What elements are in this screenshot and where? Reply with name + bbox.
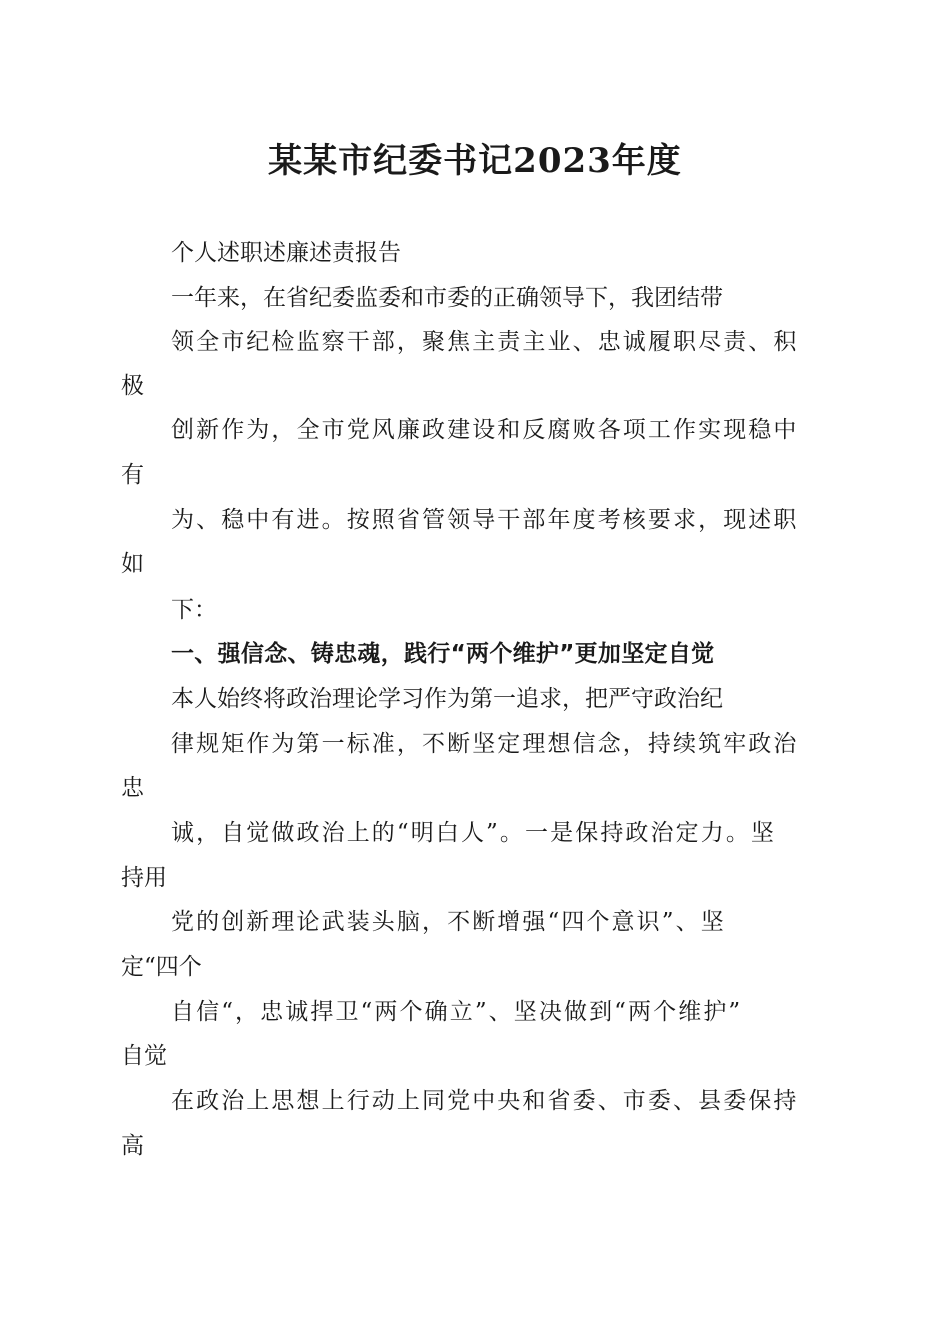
text-line: 个人述职述廉述责报告 [171,240,401,266]
text-line: 忠 [121,775,144,801]
text-line: 律规矩作为第一标准，不断坚定理想信念，持续筑牢政治 [171,731,799,757]
text-line: 自信“，忠诚捍卫“两个确立”、坚决做到“两个维护” [171,999,743,1025]
section-heading: 一、强信念、铸忠魂，践行“两个维护”更加坚定自觉 [171,641,715,667]
text-line: 自觉 [121,1043,167,1069]
text-line: 在政治上思想上行动上同党中央和省委、市委、县委保持 [171,1088,799,1114]
text-line: 领全市纪检监察干部，聚焦主责主业、忠诚履职尽责、积 [171,329,799,355]
text-line: 诚，自觉做政治上的“明白人”。一是保持政治定力。坚 [171,820,777,846]
document-title: 某某市纪委书记2023年度 [268,141,682,181]
text-line: 为、稳中有进。按照省管领导干部年度考核要求，现述职 [171,507,799,533]
text-line: 极 [121,373,144,399]
text-line: 持用 [121,865,167,891]
text-line: 下： [171,597,217,623]
text-line: 一年来，在省纪委监委和市委的正确领导下，我团结带 [171,285,723,311]
text-line: 高 [121,1133,144,1159]
text-line: 有 [121,462,144,488]
text-line: 本人始终将政治理论学习作为第一追求，把严守政治纪 [171,686,723,712]
text-line: 党的创新理论武装头脑，不断增强“四个意识”、坚 [171,909,726,935]
text-line: 定“四个 [121,954,202,980]
text-line: 如 [121,551,144,577]
text-line: 创新作为，全市党风廉政建设和反腐败各项工作实现稳中 [171,417,799,443]
